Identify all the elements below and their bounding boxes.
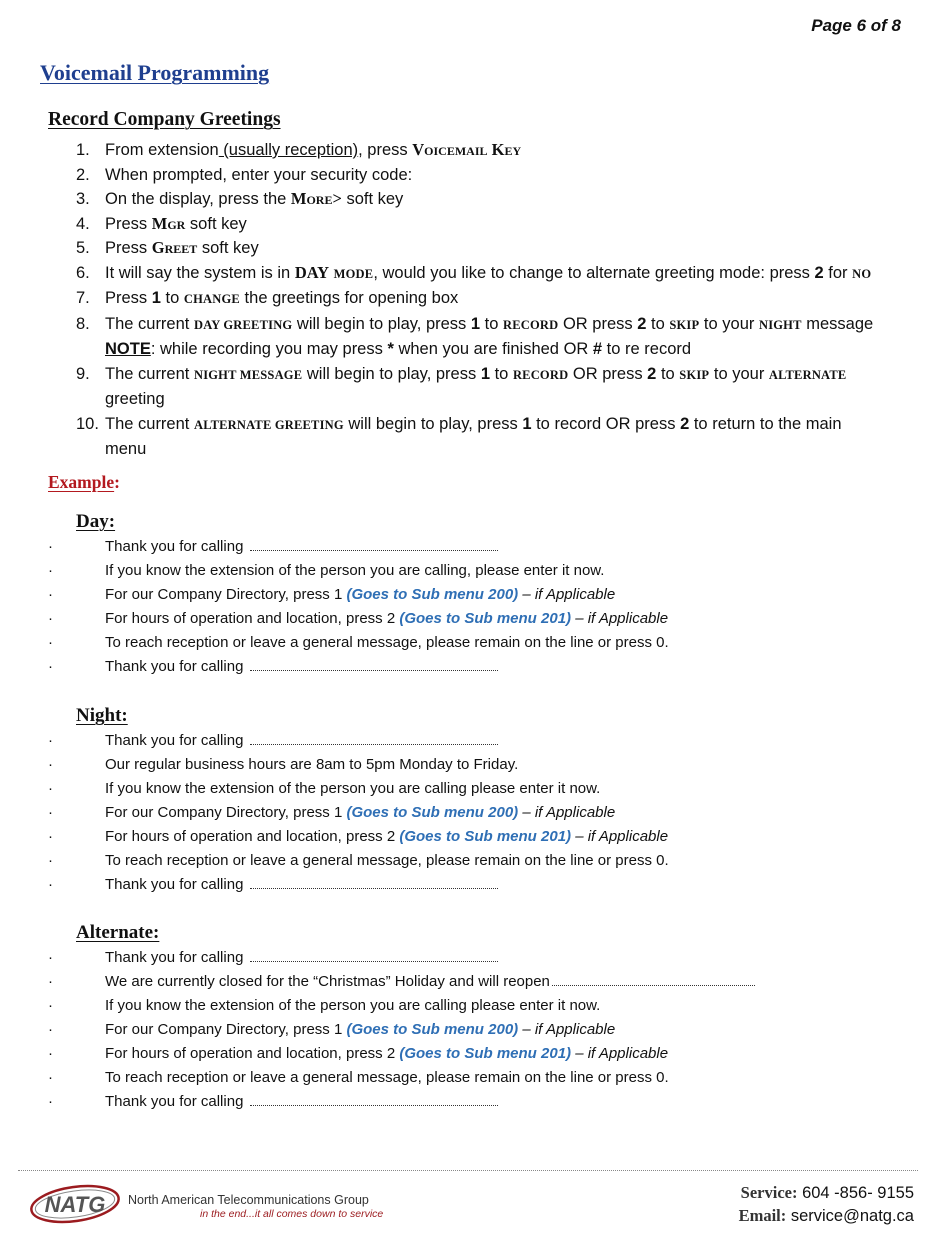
list-item: · Our regular business hours are 8am to 5pm Monday to Friday. [48,756,519,773]
list-item: · Thank you for calling [48,729,928,753]
step-10: 10. The current ALTERNATE GREETING will begin to play, press 1 to record OR press 2 to return to the main menu [76,414,842,458]
list-item: · For hours of operation and location, press 2 (Goes to Sub menu 201) – if Applicable [48,828,669,845]
company-tagline: in the end...it all comes down to service [200,1208,384,1220]
list-item: · For hours of operation and location, press 2 (Goes to Sub menu 201) – if Applicable [48,610,669,627]
section-title: Record Company Greetings [48,109,281,130]
svg-text:NATG: NATG [44,1192,106,1217]
page-title: Voicemail Programming [40,60,270,85]
list-item: · To reach reception or leave a general message, please remain on the line or press 0. [48,852,669,869]
list-item: · For hours of operation and location, press 2 (Goes to Sub menu 201) – if Applicable [48,1045,669,1062]
step-8: 8. The current DAY GREETING will begin to play, press 1 to RECORD OR press 2 to SKIP to your NIGHT message NOTE: while recording you may press * when you are finished OR # to re record [76,312,926,362]
list-item: · If you know the extension of the person you are calling please enter it now. [48,780,601,797]
page-number: Page 6 of 8 [811,16,901,35]
night-heading: Night: [76,705,128,726]
list-item: · If you know the extension of the person you are calling, please enter it now. [48,562,605,579]
service-email: Email: service@natg.ca [738,1206,914,1225]
steps-list [76,138,926,462]
example-label: Example: [48,472,120,492]
list-item: · Thank you for calling [48,946,928,970]
alternate-list [48,946,928,1114]
step-5: 5. Press Greet soft key [76,238,259,257]
step-7: 7. Press 1 to CHANGE the greetings for opening box [76,289,459,307]
list-item: · Thank you for calling [48,655,928,679]
step-4: 4. Press Mgr soft key [76,213,247,233]
day-list [48,535,928,679]
footer-divider [18,1170,918,1171]
list-item: · For our Company Directory, press 1 (Goes to Sub menu 200) – if Applicable [48,804,616,821]
step-9: 9. The current NIGHT MESSAGE will begin to play, press 1 to RECORD OR press 2 to SKIP to your ALTERNATE greeting [76,364,847,408]
list-item: · If you know the extension of the person you are calling please enter it now. [48,997,601,1014]
list-item: · We are currently closed for the “Christmas” Holiday and will reopen [48,970,928,994]
night-list [48,729,928,897]
list-item: · Thank you for calling [48,1090,928,1114]
step-8-note: NOTE: while recording you may press * when you are finished OR # to re record [105,340,692,358]
step-2: 2. When prompted, enter your security code: [76,165,413,184]
list-item: · For our Company Directory, press 1 (Goes to Sub menu 200) – if Applicable [48,586,616,603]
step-1: 1. From extension (usually reception), press Voicemail Key [76,140,522,159]
step-6: 6. It will say the system is in DAY MODE, would you like to change to alternate greeting mode: press 2 for NO [76,262,872,282]
service-phone: Service: 604 -856- 9155 [740,1183,914,1202]
list-item: · Thank you for calling [48,873,928,897]
step-3: 3. On the display, press the More> soft key [76,189,404,208]
list-item: · To reach reception or leave a general message, please remain on the line or press 0. [48,1069,669,1086]
list-item: · To reach reception or leave a general message, please remain on the line or press 0. [48,634,669,651]
day-heading: Day: [76,511,116,532]
alternate-heading: Alternate: [76,922,160,943]
company-name: North American Telecommunications Group [128,1193,369,1207]
list-item: · Thank you for calling [48,535,928,559]
list-item: · For our Company Directory, press 1 (Goes to Sub menu 200) – if Applicable [48,1021,616,1038]
natg-logo [28,1182,122,1226]
